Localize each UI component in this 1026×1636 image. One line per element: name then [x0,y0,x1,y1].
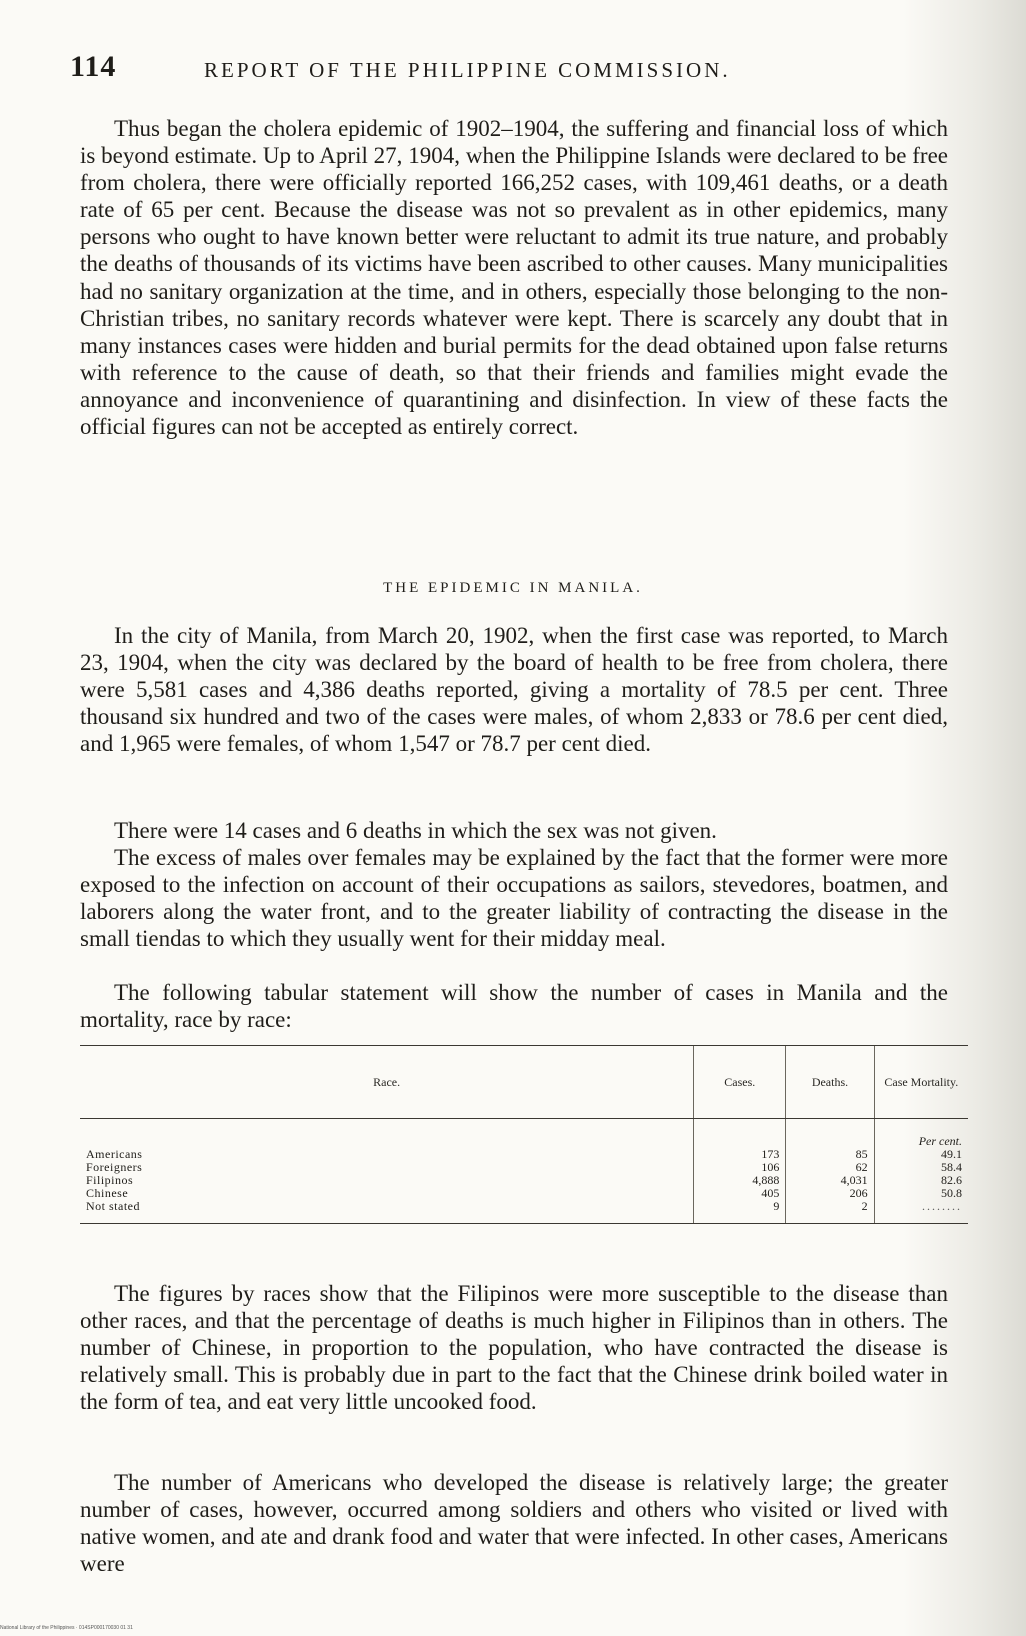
cases-cell: 9 [694,1200,786,1224]
header-deaths: Deaths. [786,1046,874,1119]
paragraph-americans: The number of Americans who developed the disease is relatively large; the greater number of cases, however, occurred among soldiers and others who visited or lived with native women, and ate and drank food and water that were infected. In other cases, Americans were [80,1470,948,1577]
header-cases: Cases. [694,1046,786,1119]
deaths-cell: 4,031 [786,1174,874,1187]
rate-cell: 58.4 [874,1161,968,1174]
table-row [80,1187,968,1200]
table-unit-row [80,1119,968,1149]
rate-cell: ........ [874,1200,968,1224]
deaths-cell: 2 [786,1200,874,1224]
race-cell: Filipinos [86,1173,134,1187]
paragraph-manila-cases: In the city of Manila, from March 20, 1902, when the first case was reported, to March 23, 1904, when the city was declared by the board of health to be free from cholera, there were 5,581 cases and 4,386 deaths reported, giving a mortality of 78.5 per cent. Three thousand six hundred and two of the cases were males, of whom 2,833 or 78.6 per cent died, and 1,965 were females, of whom 1,547 or 78.7 per cent died. [80,623,948,757]
deaths-cell: 85 [786,1148,874,1161]
header-case-mortality: Case Mortality. [874,1046,968,1119]
paragraph-sex-not-given: There were 14 cases and 6 deaths in which the sex was not given. [114,818,717,843]
rate-cell: 82.6 [874,1174,968,1187]
unit-label: Per cent. [874,1119,968,1149]
header-race: Race. [80,1046,694,1119]
scan-credit: National Library of the Philippines · 014SP000170030 01 31 [0,1625,133,1631]
page-header [64,50,944,90]
running-title: REPORT OF THE PHILIPPINE COMMISSION. [204,58,731,82]
cases-cell: 173 [694,1148,786,1161]
cases-cell: 4,888 [694,1174,786,1187]
rate-cell: 49.1 [874,1148,968,1161]
table-row [80,1148,968,1161]
table-row [80,1174,968,1187]
rate-cell: 50.8 [874,1187,968,1200]
cases-cell: 106 [694,1161,786,1174]
race-cell: Americans [86,1147,143,1161]
table-header-row [80,1046,968,1119]
paragraph-excess-males: The excess of males over females may be explained by the fact that the former were more exposed to the infection on account of their occupations as sailors, stevedores, boatmen, and laborers along the water front, and to the greater liability of contracting the disease in the small tiendas to which they usually went for their midday meal. [80,845,948,952]
paragraph-cholera-epidemic: Thus began the cholera epidemic of 1902–1904, the suffering and financial loss of which is beyond estimate. Up to April 27, 1904, when the Philippine Islands were declared to be free from cholera, there were officially reported 166,252 cases, with 109,461 deaths, or a death rate of 65 per cent. Because the disease was not so prevalent as in other epidemics, many persons who ought to have known better were reluctant to admit its true nature, and probably the deaths of thousands of its victims have been ascribed to other causes. Many municipalities had no sanitary organization at the time, and in others, especially those belonging to the non-Christian tribes, no sanitary records whatever were kept. There is scarcely any doubt that in many instances cases were hidden and burial permits for the dead obtained upon false returns with reference to the cause of death, so that their friends and families might evade the annoyance and inconvenience of quarantining and disinfection. In view of these facts the official figures can not be accepted as entirely correct. [80,116,948,440]
mortality-by-race-table [80,1045,968,1224]
race-cell: Chinese [86,1186,129,1200]
deaths-cell: 206 [786,1187,874,1200]
race-cell: Foreigners [86,1160,143,1174]
deaths-cell: 62 [786,1161,874,1174]
cases-cell: 405 [694,1187,786,1200]
page-number: 114 [70,50,117,83]
table-row [80,1200,968,1224]
section-heading: THE EPIDEMIC IN MANILA. [383,580,643,596]
paragraph-filipinos-susceptible: The figures by races show that the Filipinos were more susceptible to the disease than other races, and that the percentage of deaths is much higher in Filipinos than in others. The number of Chinese, in proportion to the population, who have contracted the disease is relatively small. This is probably due in part to the fact that the Chinese drink boiled water in the form of tea, and eat very little uncooked food. [80,1281,948,1415]
paragraph-table-intro: The following tabular statement will show the number of cases in Manila and the mortality, race by race: [80,980,948,1033]
table-row [80,1161,968,1174]
race-cell: Not stated [80,1200,694,1224]
